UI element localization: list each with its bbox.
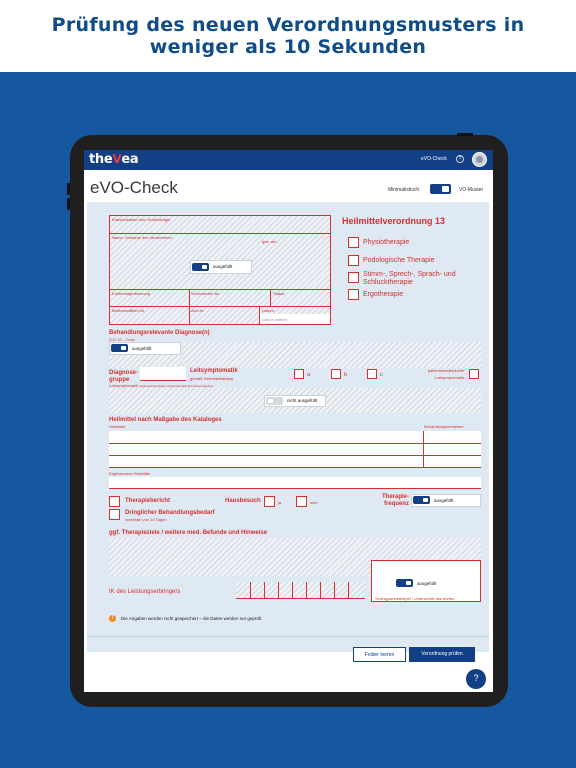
label-hausbesuch: Hausbesuch xyxy=(225,498,261,504)
tablet-side-button xyxy=(67,198,70,210)
ik-divider xyxy=(250,582,251,599)
section-diagnose: Behandlungsrelevante Diagnose(n) xyxy=(109,330,210,336)
label-arzt-nr: Arzt-Nr. xyxy=(191,308,205,313)
label-kostentraegerkennung: Kostenträgerkennung xyxy=(112,291,151,296)
label-name: Name, Vorname des Versicherten xyxy=(112,235,172,240)
section-heilmittel: Heilmittel nach Maßgabe des Kataloges xyxy=(109,417,222,423)
help-icon[interactable]: ? xyxy=(456,155,464,163)
headline-line-1: Prüfung des neuen Verordnungsmusters in xyxy=(51,14,525,36)
table-row-line xyxy=(109,455,481,456)
checkbox-physiotherapie[interactable] xyxy=(348,237,359,248)
ik-divider xyxy=(320,582,321,599)
ik-divider xyxy=(292,582,293,599)
checkbox-ergotherapie[interactable] xyxy=(348,289,359,300)
logo-text: ea xyxy=(121,152,139,167)
label-ja: ja xyxy=(278,500,282,505)
label-ergaenzend: Ergänzendes Heilmittel xyxy=(109,471,151,476)
check-prescription-button[interactable]: Verordnung prüfen xyxy=(409,647,475,662)
label-patientenindividuelle xyxy=(417,368,464,380)
label-geb: geb. am xyxy=(262,239,277,244)
frequenz-filled-switch[interactable] xyxy=(413,496,430,504)
stempel-filled-label: ausgefüllt xyxy=(417,581,437,586)
table-row-line xyxy=(109,467,481,468)
checkbox-therapiebericht[interactable] xyxy=(109,496,120,507)
label-line: Diagnose- xyxy=(109,370,139,376)
label-hint: (patientenindividuelle Leitsymptomatik als Freitext angeben) xyxy=(139,384,214,388)
label-dringlich: Dringlicher Behandlungsbedarf xyxy=(125,510,215,516)
label-line: frequenz xyxy=(383,501,409,507)
label-datum: Datum xyxy=(262,308,274,313)
label-line: gruppe xyxy=(109,377,130,383)
info-icon: ! xyxy=(109,615,116,622)
clear-fields-button[interactable]: Felder leeren xyxy=(353,647,406,662)
headline-line-2: weniger als 10 Sekunden xyxy=(149,36,427,58)
label-krankenkasse: Krankenkasse bzw. Kostenträger xyxy=(112,217,171,222)
frequenz-filled-label: ausgefüllt xyxy=(434,498,454,503)
leitsymptomatik-filled-label: nicht ausgefüllt xyxy=(287,398,318,403)
label-ik: IK des Leistungserbringers xyxy=(109,589,181,595)
table-col-line xyxy=(423,431,424,467)
header-filled-label: ausgefüllt xyxy=(213,264,233,269)
label-therapiebericht: Therapiebericht xyxy=(125,498,171,504)
leitsymptomatik-filled-switch[interactable] xyxy=(266,397,283,405)
prescription-form xyxy=(87,202,489,652)
label-behandlungseinheiten: Behandlungseinheiten xyxy=(424,424,464,429)
user-avatar[interactable] xyxy=(472,152,487,167)
label-nein: nein xyxy=(310,500,318,505)
diagnose-filled-switch[interactable] xyxy=(111,344,128,352)
header-filled-switch[interactable] xyxy=(192,263,209,271)
ik-divider xyxy=(348,582,349,599)
tablet-side-button xyxy=(67,183,70,195)
divider xyxy=(109,306,331,307)
label-text: Leitsymptomatik xyxy=(109,383,138,388)
label-c: c xyxy=(380,372,383,378)
checkbox-stimm-sprech[interactable] xyxy=(348,272,359,283)
thevea-logo[interactable] xyxy=(89,152,138,167)
date-placeholder: Datum wählen xyxy=(262,317,288,322)
ik-divider xyxy=(278,582,279,599)
view-toggle-switch[interactable] xyxy=(430,184,451,194)
divider xyxy=(189,289,190,325)
diagnosegruppe-field[interactable] xyxy=(140,367,186,381)
section-therapieziele: ggf. Therapieziele / weitere med. Befunde und Hinweise xyxy=(109,530,268,536)
app-topbar xyxy=(84,150,493,170)
heilmittel-table[interactable] xyxy=(109,431,481,467)
checkbox-leit-c[interactable] xyxy=(367,369,377,379)
view-option-minimal[interactable]: Minimalistisch xyxy=(388,187,420,193)
label-stempel: Vertragsarztstempel / Unterschrift des Arztes xyxy=(375,596,455,601)
checkbox-dringlich[interactable] xyxy=(109,509,120,520)
label-diagnosegruppe xyxy=(109,370,138,384)
icd-code-field[interactable] xyxy=(183,342,481,368)
label-dringlich-sub: innerhalb von 14 Tagen xyxy=(125,517,167,522)
option-stimm-sprech: Stimm-, Sprech-, Sprach- und Schlucktherapie xyxy=(363,271,456,286)
ik-divider xyxy=(306,582,307,599)
ik-divider xyxy=(264,582,265,599)
checkbox-hausbesuch-ja[interactable] xyxy=(264,496,275,507)
label-heilmittelkatalog: gemäß Heilmittelkatalog xyxy=(190,376,233,381)
diagnose-filled-label: ausgefüllt xyxy=(132,346,152,351)
label-leitsymptomatik: Leitsymptomatik xyxy=(190,368,238,374)
view-option-vo-muster[interactable]: VO-Muster xyxy=(459,187,484,193)
label-betriebsstaetten-nr: Betriebsstätten-Nr. xyxy=(112,308,146,313)
label-line: Therapie- xyxy=(381,494,409,500)
ergaenzend-field[interactable] xyxy=(109,477,481,489)
option-podologie: Podologische Therapie xyxy=(363,257,435,264)
app-screen xyxy=(84,150,493,692)
label-heilmittel: Heilmittel xyxy=(109,424,126,429)
page-title: eVO-Check xyxy=(90,178,178,197)
option-physiotherapie: Physiotherapie xyxy=(363,239,410,246)
topbar-title: eVO-Check xyxy=(421,156,447,162)
label-status: Status xyxy=(273,291,285,296)
ik-field[interactable] xyxy=(236,582,365,599)
help-fab-icon[interactable]: ? xyxy=(466,669,486,689)
divider xyxy=(109,233,331,234)
checkbox-patientenindividuell[interactable] xyxy=(469,369,479,379)
label-b: b xyxy=(344,372,348,378)
label-icd: ICD-10 - Code xyxy=(109,337,135,342)
label-a: a xyxy=(307,372,311,378)
label-therapiefrequenz xyxy=(379,494,409,508)
promo-headline xyxy=(0,0,576,72)
checkbox-podologie[interactable] xyxy=(348,255,359,266)
divider xyxy=(87,636,489,637)
logo-v: V xyxy=(112,152,122,166)
divider xyxy=(270,289,271,306)
logo-text: the xyxy=(89,152,113,167)
checkbox-leit-a[interactable] xyxy=(294,369,304,379)
ik-divider xyxy=(334,582,335,599)
label-line: patientenindividuelle xyxy=(427,368,464,373)
label-line: Leitsymptomatik xyxy=(435,375,464,380)
privacy-note: Die Angaben werden nicht gespeichert – die Daten werden nur geprüft. xyxy=(121,616,263,621)
form-title: Heilmittelverordnung 13 xyxy=(342,216,446,226)
divider xyxy=(109,289,331,290)
label-versicherten-nr: Versicherten-Nr. xyxy=(191,291,220,296)
stempel-filled-switch[interactable] xyxy=(396,579,413,587)
checkbox-hausbesuch-nein[interactable] xyxy=(296,496,307,507)
checkbox-leit-b[interactable] xyxy=(331,369,341,379)
option-ergotherapie: Ergotherapie xyxy=(363,291,404,298)
tablet-top-button xyxy=(457,133,473,136)
table-row-line xyxy=(109,443,481,444)
